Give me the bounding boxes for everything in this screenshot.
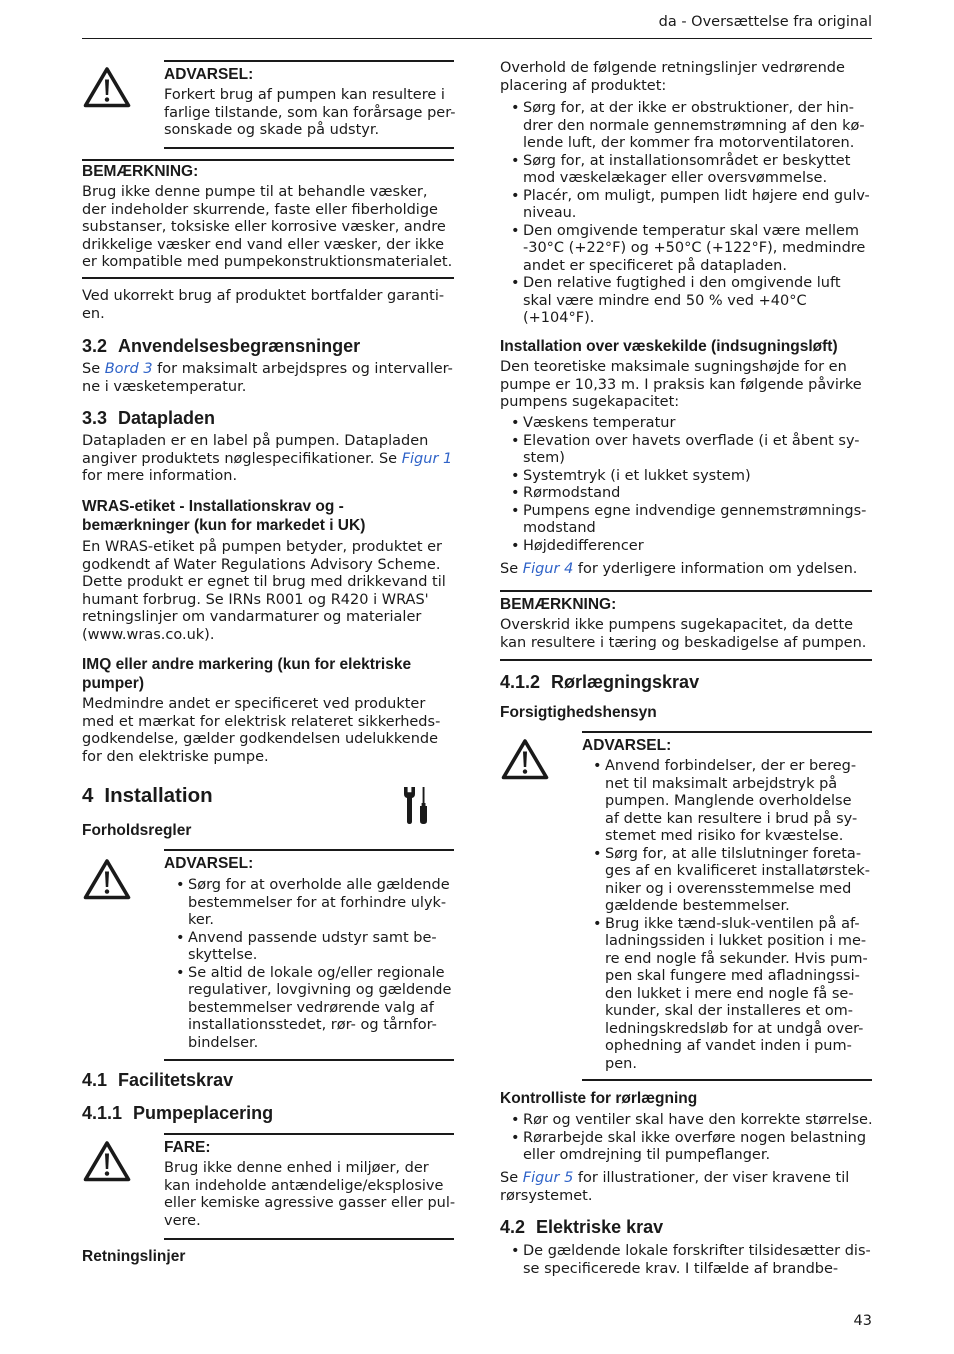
placement-intro: Overhold de følgende retningslinjer vedrørende placering af produktet:: [500, 60, 845, 94]
section-number: 4.1: [82, 1070, 108, 1090]
warning-bottom-rule: [582, 1079, 872, 1081]
figure-1-link[interactable]: Figur 1: [401, 450, 453, 467]
section-number: 3.3: [82, 408, 108, 428]
list-item: • Rør og ventiler skal have den korrekte størrelse.: [510, 1112, 873, 1130]
note-label: BEMÆRKNING:: [500, 596, 617, 613]
suction-intro: Den teoretiske maksimale sugningshøjde for en pumpe er 10,33 m. I praksis kan følgende påvirke pumpens sugekapacitet:: [500, 359, 862, 410]
section-3-2-text: [82, 361, 453, 396]
suction-heading: Installation over væskekilde (indsugningsløft): [500, 338, 838, 355]
note-bottom-rule: [82, 277, 454, 279]
note-bottom-rule: [500, 659, 872, 661]
section-title: Rørlægningskrav: [551, 672, 700, 692]
note-text: Overskrid ikke pumpens sugekapacitet, da dette kan resultere i tæring og beskadigelse af pumpen.: [500, 617, 867, 651]
danger-text: Brug ikke denne enhed i miljøer, der kan indeholde antændelige/eksplosive eller kemiske agressive gasser eller pul- vere.: [164, 1160, 456, 1229]
precautions-heading: Forholdsregler: [82, 822, 192, 839]
text-after-link: for illustrationer, der viser kravene til rørsystemet.: [500, 1170, 850, 1204]
list-item: • Sørg for, at alle tilslutninger foreta- ges af en kvalificeret installatørstek- niker og i overensstemmelse med gældende bestemmelser.: [593, 846, 870, 916]
page-number: 43: [853, 1313, 872, 1329]
section-number: 4.2: [500, 1217, 526, 1237]
piping-reference: [500, 1170, 849, 1205]
text-before-link: Se: [500, 561, 523, 577]
warning-top-rule: [164, 849, 454, 851]
checklist-list: [510, 1112, 873, 1165]
note-label: BEMÆRKNING:: [82, 163, 199, 180]
list-item: • Sørg for at overholde alle gældende bestemmelser for at forhindre ulyk- ker.: [176, 877, 451, 930]
section-number: 4.1.1: [82, 1103, 123, 1123]
warning-label: ADVARSEL:: [164, 66, 254, 83]
section-title: Pumpeplacering: [133, 1103, 274, 1123]
figure-4-link[interactable]: Figur 4: [522, 561, 574, 577]
text-after-link: for yderligere information om ydelsen.: [573, 561, 858, 577]
warning-triangle-icon: [82, 1139, 132, 1183]
warning-bottom-rule: [164, 147, 454, 149]
imq-heading: IMQ eller andre markering (kun for elektriske pumper): [82, 656, 412, 692]
figure-5-link[interactable]: Figur 5: [522, 1170, 574, 1186]
warning-text: Forkert brug af pumpen kan resultere i farlige tilstande, som kan forårsage per- sonskade og skade på udstyr.: [164, 87, 456, 138]
list-item: • Sørg for, at der ikke er obstruktioner, der hin- drer den normale gennemstrømning af den kø- lende luft, der kommer fra motorventilatoren.: [510, 100, 870, 153]
tools-icon: [403, 787, 431, 824]
list-item: • Systemtryk (i et lukket system): [510, 468, 866, 486]
list-item: • De gældende lokale forskrifter tilsidesætter dis- se specificerede krav. I tilfælde af brandbe-: [510, 1243, 871, 1278]
text-after-link: for maksimalt arbejdspres og intervaller- ne i væsketemperatur.: [82, 361, 453, 395]
list-item: • Elevation over havets overflade (i et åbent sy- stem): [510, 433, 866, 468]
list-item: • Pumpens egne indvendige gennemstrømnings- modstand: [510, 503, 866, 538]
chapter-title: Installation: [104, 784, 213, 807]
note-text: Brug ikke denne pumpe til at behandle væsker, der indeholder skurrende, faste eller fiberholdige substanser, toksiske eller korrosive væsker, andre drikkelige væsker end vand eller væsker, der ikke er kompatible med pumpekonstruktionsmaterialet.: [82, 184, 453, 270]
danger-top-rule: [164, 1133, 454, 1135]
warning-label: ADVARSEL:: [164, 855, 254, 872]
performance-reference: [500, 561, 857, 579]
warning-top-rule: [164, 60, 454, 62]
section-number: 4.1.2: [500, 672, 541, 692]
list-item: • Den relative fugtighed i den omgivende luft skal være mindre end 50 % ved +40°C (+104°F).: [510, 275, 870, 328]
wras-heading: WRAS-etiket - Installationskrav og - bemærkninger (kun for markedet i UK): [82, 498, 366, 534]
list-item: • Anvend passende udstyr samt be- skyttelse.: [176, 930, 451, 965]
list-item: • Rørmodstand: [510, 485, 866, 503]
list-item: • Sørg for, at installationsområdet er beskyttet mod væskelækager eller oversvømmelse.: [510, 153, 870, 188]
table-3-link[interactable]: Bord 3: [104, 361, 153, 377]
section-title: Facilitetskrav: [118, 1070, 234, 1090]
chapter-number: 4: [82, 784, 94, 807]
electrical-list: [510, 1243, 871, 1278]
list-item: • Rørarbejde skal ikke overføre nogen belastning eller omdrejning til pumpeflanger.: [510, 1130, 873, 1165]
warning-list: [593, 758, 870, 1073]
header-divider: [82, 38, 872, 39]
section-heading-4-1-1: [82, 1103, 273, 1123]
text-before-link: Se: [500, 1170, 523, 1186]
suction-list: [510, 415, 866, 555]
list-item: • Brug ikke tænd-sluk-ventilen på af- ladningssiden i lukket position i me- re end nogle få sekunder. Hvis pum- pen skal fungere med afladningssi- den lukket i mere end nogle få se- kunder, skal der installeres et om- ledningskredsløb for at undgå over- ophedning af vandet inden i pum- pen.: [593, 916, 870, 1074]
checklist-heading: Kontrolliste for rørlægning: [500, 1090, 698, 1107]
danger-label: FARE:: [164, 1139, 211, 1156]
danger-bottom-rule: [164, 1238, 454, 1240]
warranty-text: Ved ukorrekt brug af produktet bortfalder garanti- en.: [82, 288, 445, 322]
list-item: • Placér, om muligt, pumpen lidt højere end gulv- niveau.: [510, 188, 870, 223]
section-3-3-text: [82, 433, 452, 486]
placement-list: [510, 100, 870, 328]
running-header: da - Oversættelse fra original: [658, 14, 872, 30]
section-heading-3-3: [82, 408, 215, 428]
section-title: Anvendelsesbegrænsninger: [118, 336, 361, 356]
list-item: • Se altid de lokale og/eller regionale regulativer, lovgivning og gældende bestemmelser vedrørende valg af installationsstedet, rør- og tårnfor- bindelser.: [176, 965, 451, 1053]
caution-heading: Forsigtighedshensyn: [500, 704, 657, 721]
warning-list: [176, 877, 451, 1052]
list-item: • Den omgivende temperatur skal være mellem -30°C (+22°F) og +50°C (+122°F), medmindre andet er specificeret på datapladen.: [510, 223, 870, 276]
warning-triangle-icon: [500, 737, 550, 781]
list-item: • Væskens temperatur: [510, 415, 866, 433]
chapter-heading-4: [82, 784, 213, 808]
section-heading-3-2: [82, 336, 360, 356]
list-item: • Anvend forbindelser, der er bereg- net til maksimalt arbejdstryk på pumpen. Manglende overholdelse af dette kan resultere i brud på sy- stemet med risiko for kvæstelse.: [593, 758, 870, 846]
text-before-link: Se: [82, 361, 105, 377]
section-number: 3.2: [82, 336, 108, 356]
section-heading-4-1-2: [500, 672, 699, 692]
note-top-rule: [82, 159, 454, 161]
warning-label: ADVARSEL:: [582, 737, 672, 754]
text-before-link: Datapladen er en label på pumpen. Datapladen angiver produktets nøglespecifikationer. Se: [82, 433, 429, 467]
warning-bottom-rule: [164, 1059, 454, 1061]
warning-triangle-icon: [82, 857, 132, 901]
text-after-link: for mere information.: [82, 468, 238, 484]
guidelines-heading: Retningslinjer: [82, 1248, 186, 1265]
warning-top-rule: [582, 731, 872, 733]
section-heading-4-2: [500, 1217, 663, 1237]
list-item: • Højdedifferencer: [510, 538, 866, 556]
note-top-rule: [500, 590, 872, 592]
section-title: Datapladen: [118, 408, 216, 428]
warning-triangle-icon: [82, 65, 132, 109]
imq-text: Medmindre andet er specificeret ved produkter med et mærkat for elektrisk relateret sikkerheds- godkendelse, gælder godkendelsen udelukkende for den elektriske pumpe.: [82, 696, 441, 765]
section-title: Elektriske krav: [536, 1217, 664, 1237]
section-heading-4-1: [82, 1070, 233, 1090]
wras-text: En WRAS-etiket på pumpen betyder, produktet er godkendt af Water Regulations Advisory Scheme. Dette produkt er egnet til brug med drikkevand til humant forbrug. Se IRNs R001 og R420 i WRAS' retningslinjer om vandarmaturer og materialer (www.wras.co.uk).: [82, 539, 446, 643]
